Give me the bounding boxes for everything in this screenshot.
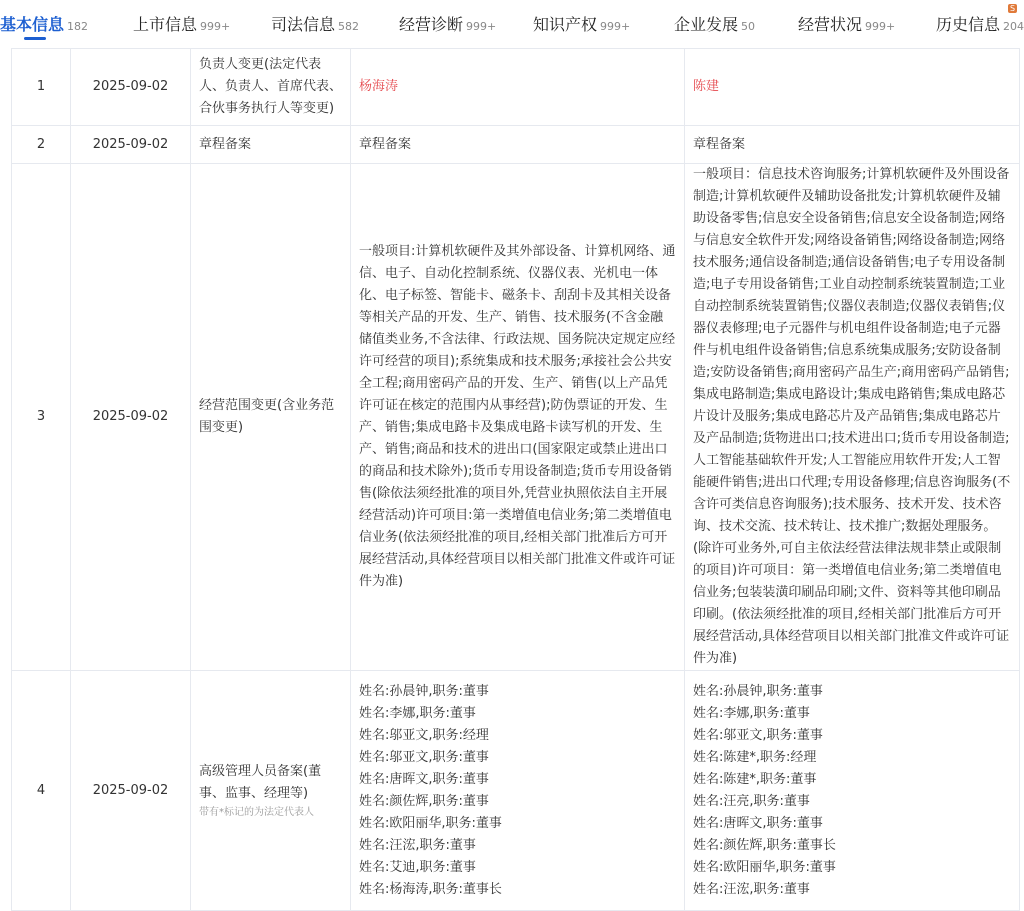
person-entry: 姓名:颜佐辉,职务:董事 <box>359 793 489 809</box>
table-row <box>12 126 1020 164</box>
person-entry: 姓名:邬亚文,职务:经理 <box>359 727 489 743</box>
tab-listing-info[interactable]: 上市信息 999+ <box>133 15 231 34</box>
tab-intellectual-property[interactable]: 知识产权 999+ <box>533 15 631 34</box>
tab-basic-info[interactable]: 基本信息 182 <box>0 15 89 34</box>
person-entry: 姓名:陈建*,职务:董事 <box>693 771 817 787</box>
person-entry: 姓名:汪亮,职务:董事 <box>693 793 810 809</box>
person-entry: 姓名:陈建*,职务:经理 <box>693 749 817 765</box>
tab-enterprise-development[interactable]: 企业发展 50 <box>674 15 756 34</box>
change-item-cell <box>191 671 351 911</box>
tab-judicial-info[interactable]: 司法信息 582 <box>271 15 360 34</box>
after-content: 陈建 <box>685 49 1020 126</box>
change-item: 负责人变更(法定代表人、负责人、首席代表、合伙事务执行人等变更) <box>191 49 351 126</box>
tab-history-info[interactable]: 历史信息 204 <box>936 15 1024 34</box>
before-content: 杨海涛 <box>351 49 685 126</box>
legal-rep-note: 带有*标记的为法定代表人 <box>199 806 314 818</box>
tab-bar <box>0 0 1024 44</box>
before-content <box>351 671 685 911</box>
person-entry: 姓名:杨海涛,职务:董事长 <box>359 881 502 897</box>
person-entry: 姓名:唐晖文,职务:董事 <box>693 815 823 831</box>
person-entry: 姓名:邬亚文,职务:董事 <box>359 749 489 765</box>
tab-badge: S <box>1010 4 1016 13</box>
change-item: 高级管理人员备案(董事、监事、经理等) <box>199 763 322 801</box>
change-date: 2025-09-02 <box>71 671 191 911</box>
change-item: 经营范围变更(含业务范围变更) <box>191 164 351 671</box>
active-tab-indicator <box>24 37 46 40</box>
person-entry: 姓名:孙晨钟,职务:董事 <box>359 683 489 699</box>
person-entry: 姓名:唐晖文,职务:董事 <box>359 771 489 787</box>
person-entry: 姓名:艾迪,职务:董事 <box>359 859 476 875</box>
before-content: 一般项目:计算机软硬件及其外部设备、计算机网络、通信、电子、自动化控制系统、仪器仪表、光机电一体化、电子标签、智能卡、磁条卡、刮刮卡及其相关设备等相关产品的开发、生产、销售、技术服务(不含金融储值类业务,不含法律、行政法规、国务院决定规定应经许可经营的项目);系统集成和技术服务;承接社会公共安全工程;商用密码产品的开发、生产、销售(以上产品凭许可证在核定的范围内从事经营);防伪票证的开发、生产、销售;集成电路卡及集成电路卡读写机的开发、生产、销售;商品和技术的进出口(国家限定或禁止进出口的商品和技术除外);货币专用设备制造;货币专用设备销售(除依法须经批准的项目外,凭营业执照依法自主开展经营活动)许可项目:第一类增值电信业务;第二类增值电信业务(依法须经批准的项目,经相关部门批准后方可开展经营活动,具体经营项目以相关部门批准文件或许可证件为准) <box>351 164 685 671</box>
change-date: 2025-09-02 <box>71 126 191 164</box>
table-row <box>12 164 1020 671</box>
row-index: 4 <box>12 671 71 911</box>
person-entry: 姓名:李娜,职务:董事 <box>359 705 476 721</box>
table-row <box>12 49 1020 126</box>
person-entry: 姓名:孙晨钟,职务:董事 <box>693 683 823 699</box>
after-content: 章程备案 <box>685 126 1020 164</box>
person-entry: 姓名:李娜,职务:董事 <box>693 705 810 721</box>
change-item: 章程备案 <box>191 126 351 164</box>
row-index: 2 <box>12 126 71 164</box>
tab-operation-diagnosis[interactable]: 经营诊断 999+ <box>399 15 497 34</box>
person-entry: 姓名:汪浤,职务:董事 <box>693 881 810 897</box>
person-entry: 姓名:欧阳丽华,职务:董事 <box>359 815 502 831</box>
before-content: 章程备案 <box>351 126 685 164</box>
table-row <box>12 671 1020 911</box>
change-date: 2025-09-02 <box>71 49 191 126</box>
person-entry: 姓名:欧阳丽华,职务:董事 <box>693 859 836 875</box>
person-entry: 姓名:邬亚文,职务:董事 <box>693 727 823 743</box>
tab-operating-status[interactable]: 经营状况 999+ <box>798 15 896 34</box>
person-entry: 姓名:颜佐辉,职务:董事长 <box>693 837 836 853</box>
person-entry: 姓名:汪浤,职务:董事 <box>359 837 476 853</box>
after-content: 一般项目：信息技术咨询服务;计算机软硬件及外围设备制造;计算机软硬件及辅助设备批发;计算机软硬件及辅助设备零售;信息安全设备销售;信息安全设备制造;网络与信息安全软件开发;网络设备销售;网络设备制造;网络技术服务;通信设备制造;通信设备销售;电子专用设备制造;电子专用设备销售;工业自动控制系统装置制造;工业自动控制系统装置销售;仪器仪表制造;仪器仪表销售;仪器仪表修理;电子元器件与机电组件设备制造;电子元器件与机电组件设备销售;信息系统集成服务;安防设备制造;安防设备销售;商用密码产品生产;商用密码产品销售;集成电路制造;集成电路设计;集成电路销售;集成电路芯片设计及服务;集成电路芯片及产品销售;集成电路芯片及产品制造;货物进出口;技术进出口;货币专用设备制造;人工智能基础软件开发;人工智能应用软件开发;人工智能硬件销售;进出口代理;专用设备修理;信息咨询服务(不含许可类信息咨询服务);技术服务、技术开发、技术咨询、技术交流、技术转让、技术推广;数据处理服务。(除许可业务外,可自主依法经营法律法规非禁止或限制的项目)许可项目：第一类增值电信业务;第二类增值电信业务;包装装潢印刷品印刷;文件、资料等其他印刷品印刷。(依法须经批准的项目,经相关部门批准后方可开展经营活动,具体经营项目以相关部门批准文件或许可证件为准) <box>685 164 1020 671</box>
change-date: 2025-09-02 <box>71 164 191 671</box>
change-record-table <box>11 48 1020 911</box>
row-index: 3 <box>12 164 71 671</box>
row-index: 1 <box>12 49 71 126</box>
after-content <box>685 671 1020 911</box>
